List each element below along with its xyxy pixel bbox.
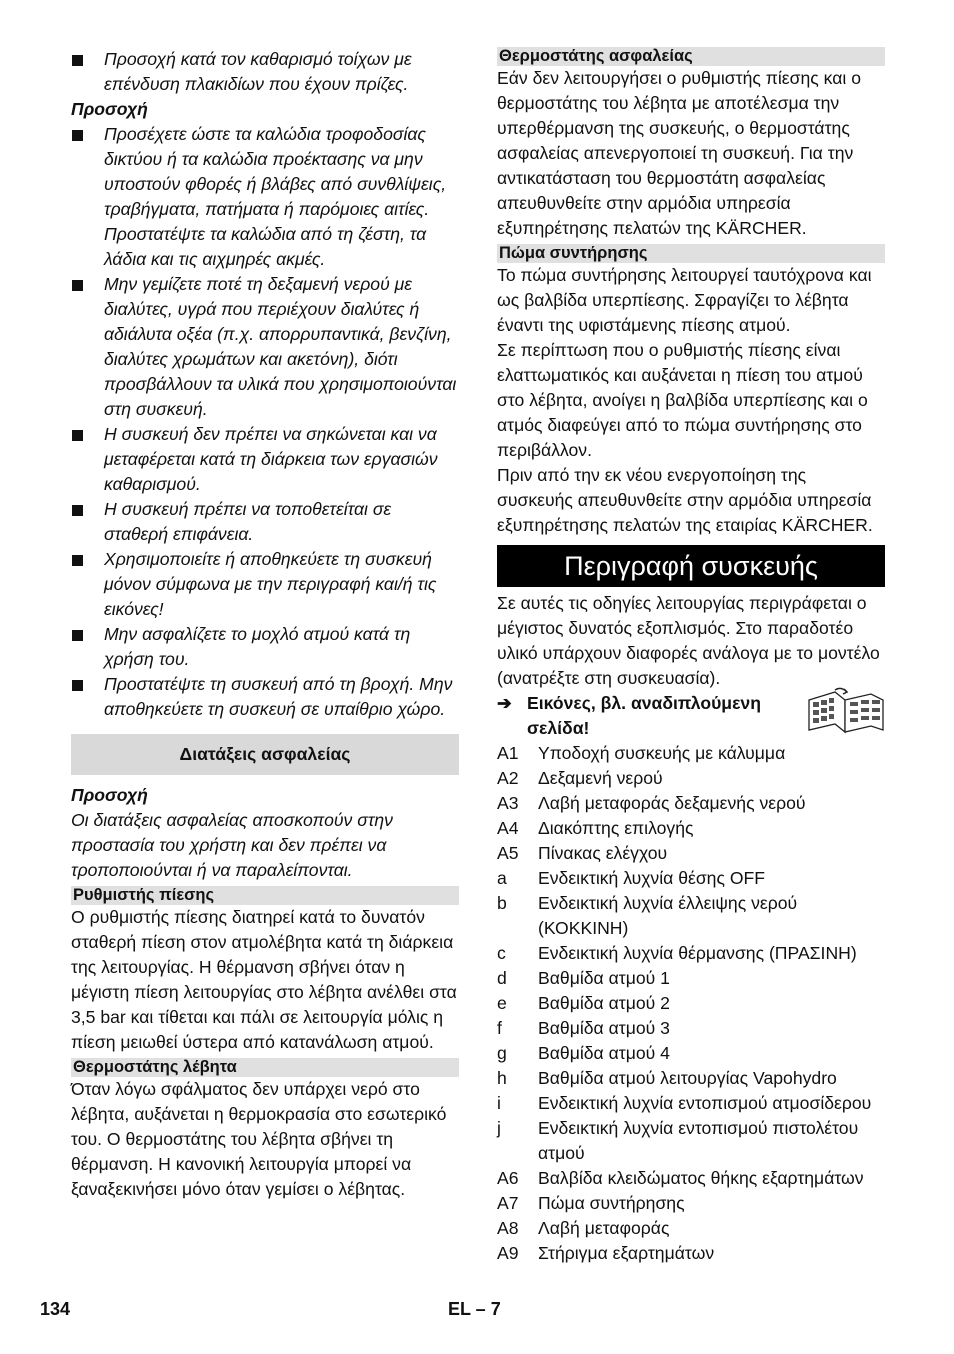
component-key: A1 <box>497 743 519 763</box>
bullet-list-caution <box>71 122 459 722</box>
component-label: Ενδεικτική λυχνία θέρμανσης (ΠΡΑΣΙΝΗ) <box>538 943 857 963</box>
component-key: b <box>497 893 507 913</box>
component-key: e <box>497 993 507 1013</box>
safety-caution-text: Οι διατάξεις ασφαλείας αποσκοπούν στην προστασία του χρήστη και δεν πρέπει να τροποποιούνται ή να παραλείπονται. <box>71 810 393 880</box>
square-bullet-icon <box>72 505 83 516</box>
bullet-item <box>71 47 459 97</box>
bullet-text: Μην ασφαλίζετε το μοχλό ατμού κατά τη χρήση του. <box>104 624 411 669</box>
component-key: h <box>497 1068 507 1088</box>
bullet-item <box>71 497 459 547</box>
safety-thermostat-text: Εάν δεν λειτουργήσει ο ρυθμιστής πίεσης και ο θερμοστάτης του λέβητα με αποτέλεσμα την υπερθέρμανση της συσκευής, ο θερμοστάτης ασφαλείας απενεργοποιεί τη συσκευή. Για την αντικατάσταση του θερμοστάτη ασφαλείας απευθυνθείτε στην αρμόδια υπηρεσία εξυπηρέτησης πελατών της KÄRCHER. <box>497 68 861 238</box>
square-bullet-icon <box>72 555 83 566</box>
component-list-item <box>497 966 885 991</box>
maintenance-cap-text-3: Πριν από την εκ νέου ενεργοποίηση της συσκευής απευθυνθείτε στην αρμόδια υπηρεσία εξυπηρέτησης πελατών της εταιρίας KÄRCHER. <box>497 465 873 535</box>
square-bullet-icon <box>72 430 83 441</box>
safety-section-heading: Διατάξεις ασφαλείας <box>71 734 459 775</box>
device-description-text: Σε αυτές τις οδηγίες λειτουργίας περιγράφεται ο μέγιστος δυνατός εξοπλισμός. Στο παραδοτέο υλικό υπάρχουν διαφορές ανάλογα με το μοντέλο (ανατρέξτε στη συσκευασία). <box>497 593 880 688</box>
bullet-text: Προστατέψτε τη συσκευή από τη βροχή. Μην αποθηκεύετε τη συσκευή σε υπαίθριο χώρο. <box>104 674 453 719</box>
component-list-item <box>497 891 885 941</box>
component-label: Βαλβίδα κλειδώματος θήκης εξαρτημάτων <box>538 1168 864 1188</box>
bullet-item <box>71 272 459 422</box>
component-list-item <box>497 741 885 766</box>
component-label: Πώμα συντήρησης <box>538 1193 685 1213</box>
component-key: j <box>497 1118 501 1138</box>
square-bullet-icon <box>72 680 83 691</box>
component-list-item <box>497 941 885 966</box>
maintenance-cap-text-2: Σε περίπτωση που ο ρυθμιστής πίεσης είναι ελαττωματικός και αυξάνεται η πίεση του ατμού στο λέβητα, ανοίγει η βαλβίδα υπερπίεσης και ο ατμός διαφεύγει από το πώμα συντήρησης στο περιβάλλον. <box>497 340 868 460</box>
component-key: d <box>497 968 507 988</box>
component-key: A5 <box>497 843 519 863</box>
component-key: A9 <box>497 1243 519 1263</box>
component-key: A3 <box>497 793 519 813</box>
component-list-item <box>497 1191 885 1216</box>
pressure-regulator-text: Ο ρυθμιστής πίεσης διατηρεί κατά το δυνατόν σταθερή πίεση στον ατμολέβητα κατά τη διάρκεια της λειτουργίας. Η θέρμανση σβήνει όταν η μέγιστη πίεση λειτουργίας στο λέβητα ανέλθει στα 3,5 bar και τίθεται και πάλι σε λειτουργία μόλις η πίεση μειωθεί ύστερα από κατανάλωση ατμού. <box>71 907 457 1052</box>
arrow-right-icon: ➔ <box>497 693 512 713</box>
figures-note <box>497 691 885 741</box>
bullet-item <box>71 547 459 622</box>
boiler-thermostat-text: Όταν λόγω σφάλματος δεν υπάρχει νερό στο λέβητα, αυξάνεται η θερμοκρασία στο εσωτερικό του. Ο θερμοστάτης του λέβητα σβήνει τη θέρμανση. Η κανονική λειτουργία μπορεί να ξαναξεκινήσει μόνο όταν γεμίσει ο λέβητας. <box>71 1079 447 1199</box>
bullet-text: Μην γεμίζετε ποτέ τη δεξαμενή νερού με διαλύτες, υγρά που περιέχουν διαλύτες ή αδιάλυτα οξέα (π.χ. απορρυπαντικά, βενζίνη, διαλύτες χρωμάτων και ακετόνη), διότι προσβάλλουν τα υλικά που χρησιμοποιούνται στη συσκευή. <box>104 274 457 419</box>
component-key: A7 <box>497 1193 519 1213</box>
bullet-text: Η συσκευή πρέπει να τοποθετείται σε σταθερή επιφάνεια. <box>104 499 392 544</box>
component-list-item <box>497 1241 885 1266</box>
bullet-item <box>71 622 459 672</box>
component-list-item <box>497 816 885 841</box>
component-label: Πίνακας ελέγχου <box>538 843 668 863</box>
foldout-book-icon <box>805 686 885 736</box>
square-bullet-icon <box>72 630 83 641</box>
component-key: A2 <box>497 768 519 788</box>
maintenance-cap-heading: Πώμα συντήρησης <box>497 244 885 263</box>
component-label: Δεξαμενή νερού <box>538 768 663 788</box>
component-label: Βαθμίδα ατμού 2 <box>538 993 670 1013</box>
caution-label: Προσοχή <box>71 99 148 119</box>
bullet-text: Προσέχετε ώστε τα καλώδια τροφοδοσίας δικτύου ή τα καλώδια προέκτασης να μην υποστούν φθορές ή βλάβες από συνθλίψεις, τραβήγματα, πατήματα ή παρόμοιες αιτίες. Προστατέψτε τα καλώδια από τη ζέστη, τα λάδια και τις αιχμηρές ακμές. <box>104 124 447 269</box>
section-marker: EL – 7 <box>448 1299 501 1319</box>
component-list-item <box>497 1216 885 1241</box>
safety-thermostat-heading: Θερμοστάτης ασφαλείας <box>497 47 885 66</box>
component-label: Λαβή μεταφοράς <box>538 1218 670 1238</box>
component-list <box>497 741 885 1266</box>
component-label: Ενδεικτική λυχνία θέσης OFF <box>538 868 766 888</box>
bullet-item <box>71 122 459 272</box>
component-key: i <box>497 1093 501 1113</box>
component-key: f <box>497 1018 502 1038</box>
component-label: Βαθμίδα ατμού 4 <box>538 1043 670 1063</box>
safety-caution-label: Προσοχή <box>71 785 148 805</box>
component-key: g <box>497 1043 507 1063</box>
component-label: Λαβή μεταφοράς δεξαμενής νερού <box>538 793 806 813</box>
component-key: A6 <box>497 1168 519 1188</box>
pressure-regulator-heading: Ρυθμιστής πίεσης <box>71 886 459 905</box>
bullet-item <box>71 422 459 497</box>
bullet-text: Προσοχή κατά τον καθαρισμό τοίχων με επένδυση πλακιδίων που έχουν πρίζες. <box>104 49 412 94</box>
component-list-item <box>497 991 885 1016</box>
component-list-item <box>497 1041 885 1066</box>
component-label: Στήριγμα εξαρτημάτων <box>538 1243 715 1263</box>
component-list-item <box>497 766 885 791</box>
maintenance-cap-text-1: Το πώμα συντήρησης λειτουργεί ταυτόχρονα και ως βαλβίδα υπερπίεσης. Σφραγίζει το λέβητα έναντι της υφιστάμενης πίεσης ατμού. <box>497 265 872 335</box>
component-list-item <box>497 791 885 816</box>
bullet-item <box>71 672 459 722</box>
right-column <box>497 47 885 1266</box>
component-label: Βαθμίδα ατμού 3 <box>538 1018 670 1038</box>
bullet-list-intro <box>71 47 459 97</box>
component-list-item <box>497 1091 885 1116</box>
component-label: Βαθμίδα ατμού λειτουργίας Vapohydro <box>538 1068 837 1088</box>
component-label: Ενδεικτική λυχνία εντοπισμού πιστολέτου ατμού <box>538 1118 859 1163</box>
component-label: Διακόπτης επιλογής <box>538 818 694 838</box>
square-bullet-icon <box>72 280 83 291</box>
component-list-item <box>497 1016 885 1041</box>
component-list-item <box>497 1116 885 1166</box>
component-list-item <box>497 841 885 866</box>
component-list-item <box>497 1066 885 1091</box>
bullet-text: Η συσκευή δεν πρέπει να σηκώνεται και να μεταφέρεται κατά τη διάρκεια των εργασιών καθαρισμού. <box>104 424 438 494</box>
component-label: Βαθμίδα ατμού 1 <box>538 968 670 988</box>
bullet-text: Χρησιμοποιείτε ή αποθηκεύετε τη συσκευή μόνον σύμφωνα με την περιγραφή και/ή τις εικόνες! <box>104 549 437 619</box>
left-column <box>71 47 459 1202</box>
component-label: Ενδεικτική λυχνία εντοπισμού ατμοσίδερου <box>538 1093 872 1113</box>
component-key: A8 <box>497 1218 519 1238</box>
boiler-thermostat-heading: Θερμοστάτης λέβητα <box>71 1058 459 1077</box>
square-bullet-icon <box>72 130 83 141</box>
component-label: Υποδοχή συσκευής με κάλυμμα <box>538 743 786 763</box>
figures-note-text: Εικόνες, βλ. αναδιπλούμενη σελίδα! <box>527 693 761 738</box>
component-key: A4 <box>497 818 519 838</box>
component-key: a <box>497 868 507 888</box>
component-list-item <box>497 1166 885 1191</box>
component-key: c <box>497 943 506 963</box>
page-number: 134 <box>40 1299 71 1319</box>
component-list-item <box>497 866 885 891</box>
square-bullet-icon <box>72 55 83 66</box>
component-label: Ενδεικτική λυχνία έλλειψης νερού (ΚΟΚΚΙΝΗ) <box>538 893 798 938</box>
device-description-heading: Περιγραφή συσκευής <box>497 545 885 587</box>
